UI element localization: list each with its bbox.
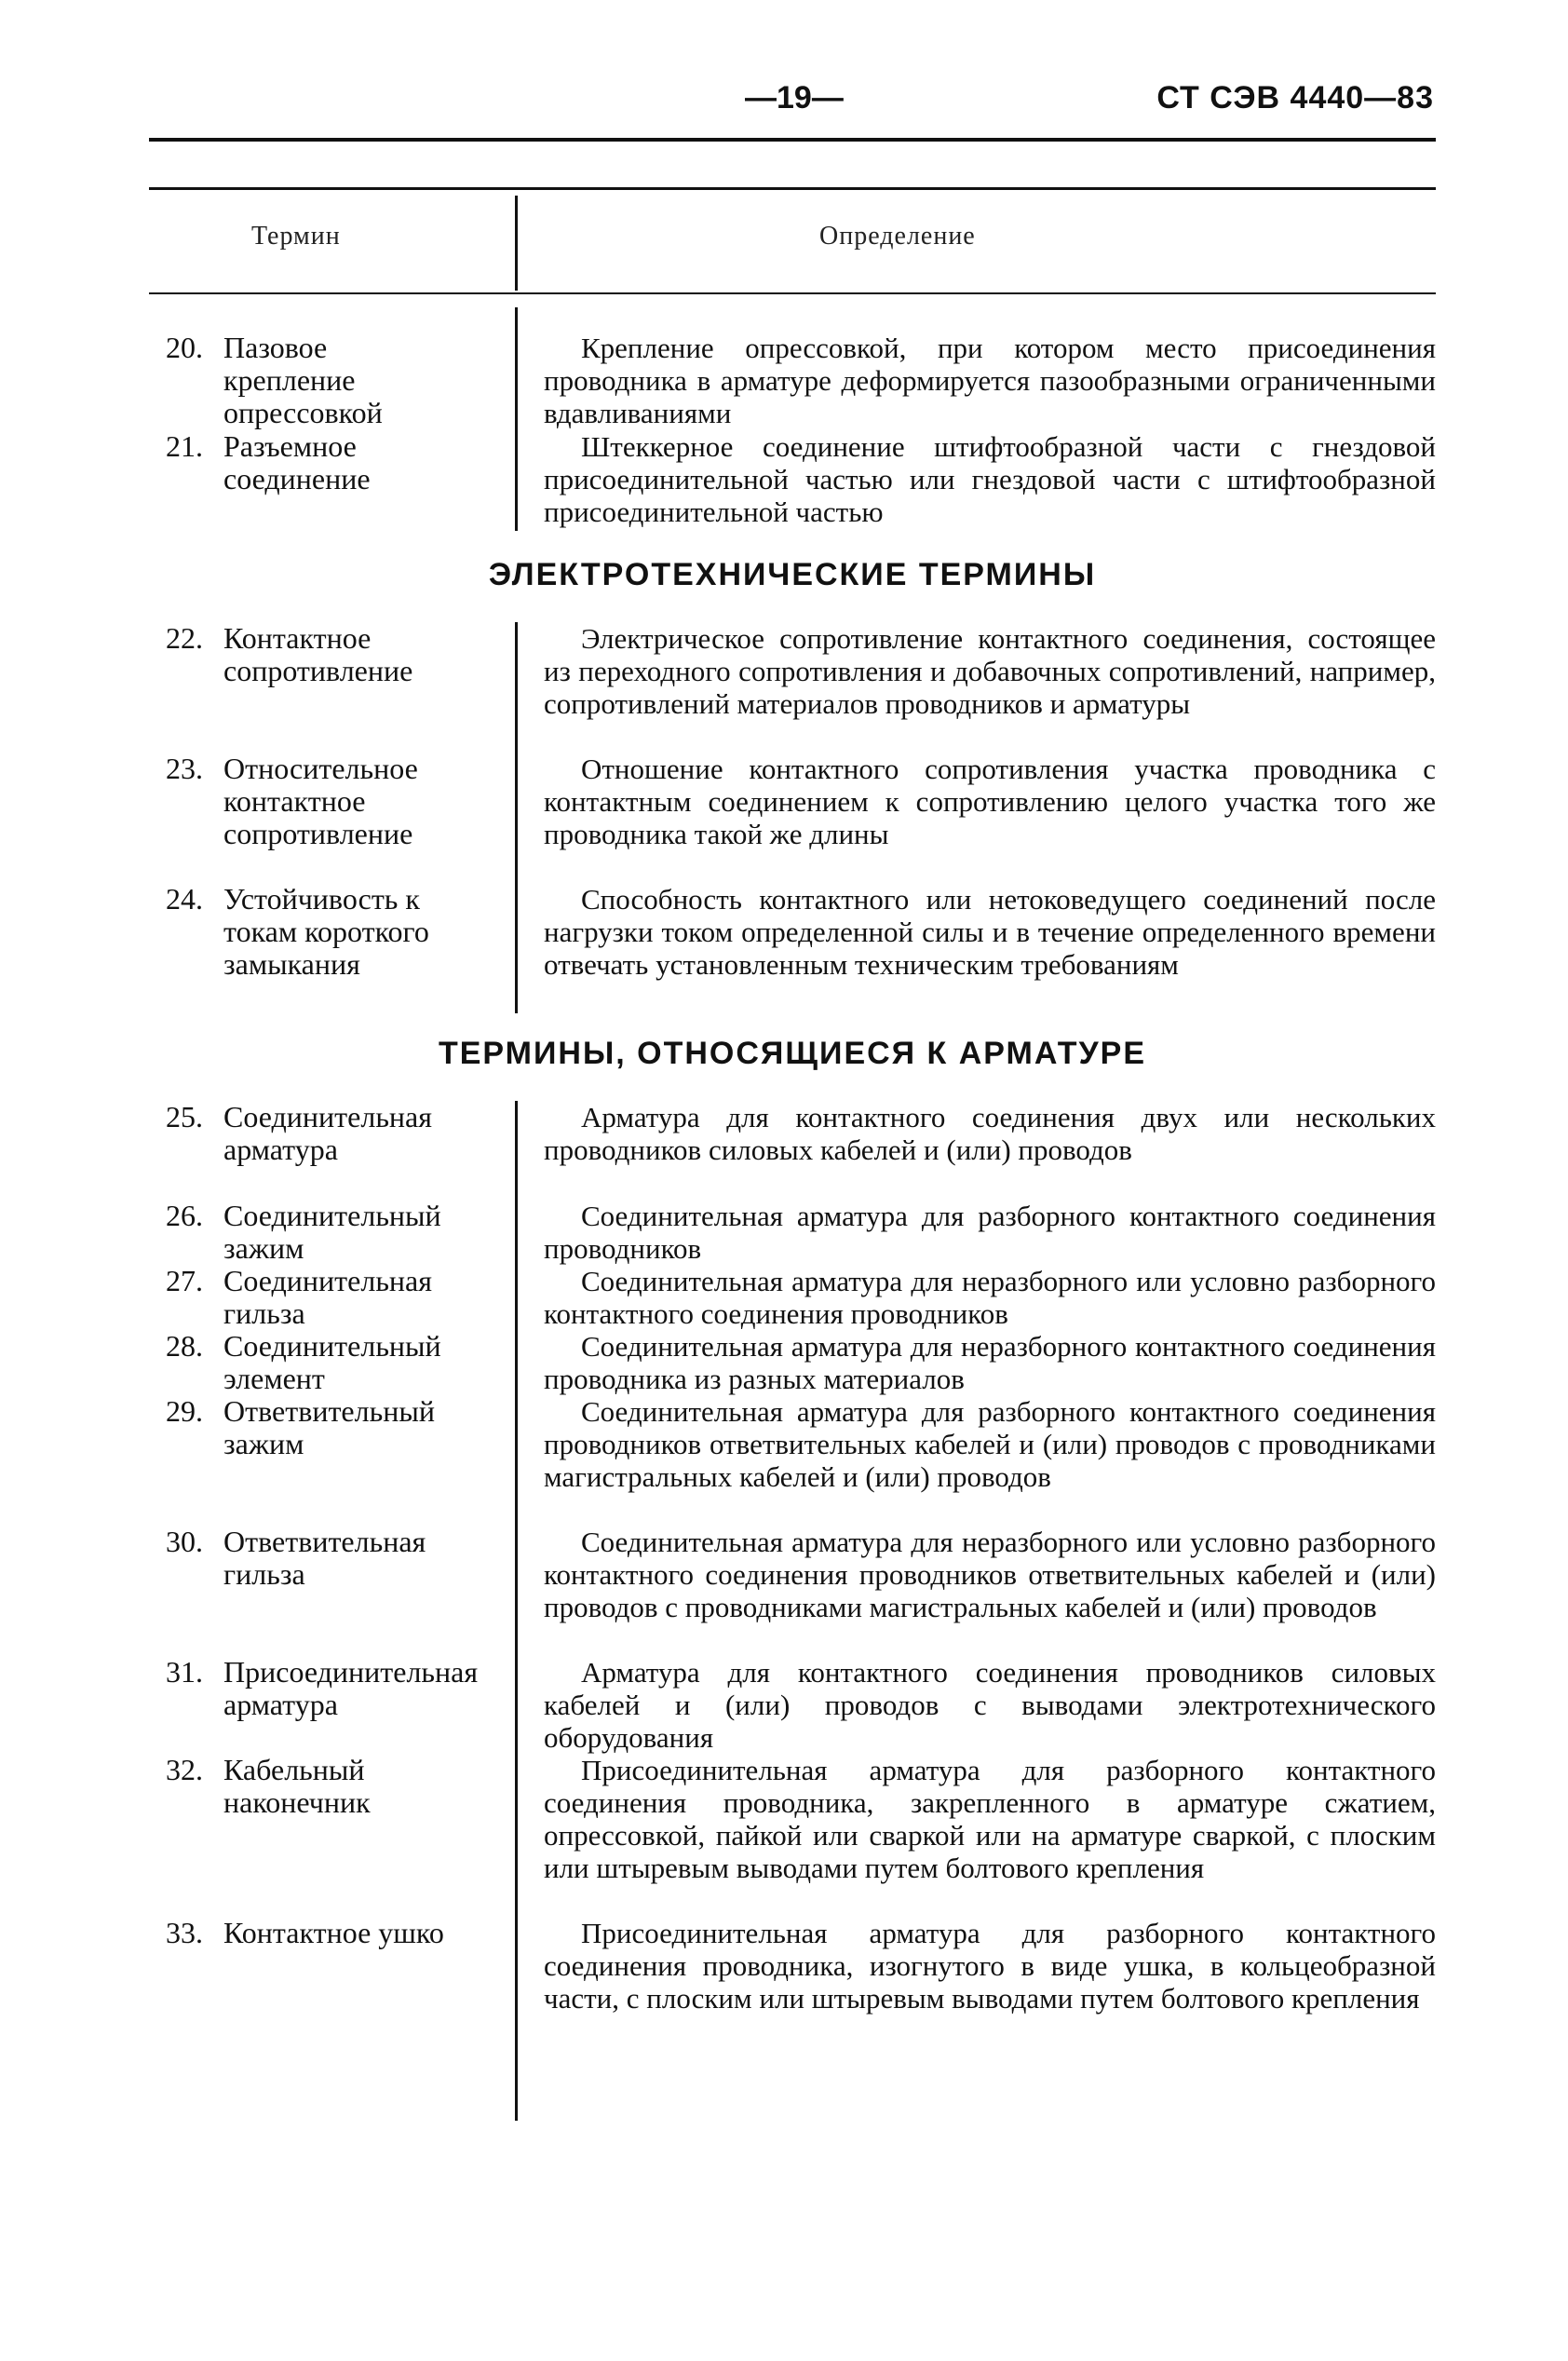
- term-number: 23.: [166, 752, 203, 785]
- term-name: Соединительная гильза: [223, 1264, 432, 1330]
- term-cell: [166, 1100, 464, 1166]
- term-number: 25.: [166, 1100, 203, 1133]
- section-title: ТЕРМИНЫ, ОТНОСЯЩИЕСЯ К АРМАТУРЕ: [438, 1036, 1146, 1071]
- term-name: Контактное сопротивление: [223, 621, 413, 687]
- term-number: 28.: [166, 1329, 203, 1363]
- term-cell: [166, 752, 464, 850]
- column-divider: [515, 622, 518, 1013]
- term-definition: Соединительная арматура для неразборного контактного соединения проводника из разных материалов: [544, 1330, 1436, 1395]
- column-header-term: Термин: [251, 222, 341, 251]
- term-cell: [166, 331, 464, 429]
- page-header: [149, 80, 1434, 136]
- term-number: 31.: [166, 1655, 203, 1689]
- term-definition: Отношение контактного сопротивления участка проводника с контактным соединением к сопротивлению целого участка того же проводника такой же длины: [544, 753, 1436, 850]
- term-number: 22.: [166, 621, 203, 655]
- term-cell: [166, 429, 464, 495]
- table-head-top-rule: [149, 187, 1436, 190]
- standard-code: СТ СЭВ 4440—83: [1156, 80, 1434, 115]
- term-number: 26.: [166, 1199, 203, 1232]
- term-cell: [166, 1394, 464, 1460]
- header-rule: [149, 138, 1436, 142]
- term-number: 32.: [166, 1753, 203, 1786]
- term-cell: [166, 1199, 464, 1265]
- term-cell: [166, 1264, 464, 1330]
- term-name: Ответвительная гильза: [223, 1525, 426, 1591]
- term-cell: [166, 1753, 464, 1819]
- term-name: Устойчивость к токам короткого замыкания: [223, 882, 429, 981]
- term-cell: [166, 1655, 479, 1721]
- column-divider: [515, 1101, 518, 2121]
- page-number: —19—: [745, 80, 844, 115]
- table-head-bottom-rule: [149, 292, 1436, 294]
- term-number: 30.: [166, 1525, 203, 1558]
- term-name: Присоединительная арматура: [223, 1655, 479, 1721]
- term-number: 33.: [166, 1916, 203, 1949]
- column-divider: [515, 307, 518, 531]
- column-divider: [515, 196, 518, 291]
- term-definition: Соединительная арматура для разборного контактного соединения проводников: [544, 1200, 1436, 1265]
- term-definition: Соединительная арматура для разборного контактного соединения проводников ответвительных кабелей и (или) проводов с проводниками магистральных кабелей и (или) проводов: [544, 1395, 1436, 1493]
- term-name: Пазовое крепление опрессовкой: [223, 331, 383, 429]
- term-definition: Соединительная арматура для неразборного или условно разборного контактного соединения проводников ответвительных кабелей и (или) проводов с проводниками магистральных кабелей и (или) проводов: [544, 1526, 1436, 1623]
- term-name: Относительное контактное сопротивление: [223, 752, 418, 850]
- term-number: 20.: [166, 331, 203, 364]
- term-name: Кабельный наконечник: [223, 1753, 371, 1819]
- term-name: Соединительный элемент: [223, 1329, 441, 1395]
- term-number: 21.: [166, 429, 203, 463]
- term-definition: Присоединительная арматура для разборного контактного соединения проводника, изогнутого в виде ушка, в кольцеобразной части, с плоским или штыревым выводами путем болтового крепления: [544, 1917, 1436, 2015]
- term-number: 24.: [166, 882, 203, 916]
- term-name: Соединительный зажим: [223, 1199, 441, 1265]
- section-title: ЭЛЕКТРОТЕХНИЧЕСКИЕ ТЕРМИНЫ: [488, 557, 1097, 592]
- term-number: 27.: [166, 1264, 203, 1297]
- term-definition: Крепление опрессовкой, при котором место присоединения проводника в арматуре деформируется пазообразными ограниченными вдавливаниями: [544, 332, 1436, 429]
- term-definition: Арматура для контактного соединения двух или нескольких проводников силовых кабелей и (или) проводов: [544, 1101, 1436, 1166]
- term-definition: Электрическое сопротивление контактного соединения, состоящее из переходного сопротивления и добавочных сопротивлений, например, сопротивлений материалов проводников и арматуры: [544, 622, 1436, 720]
- term-definition: Соединительная арматура для неразборного или условно разборного контактного соединения проводников: [544, 1265, 1436, 1330]
- term-cell: [166, 882, 464, 981]
- term-cell: [166, 1917, 464, 1949]
- term-name: Разъемное соединение: [223, 429, 371, 495]
- term-definition: Штеккерное соединение штифтообразной части с гнездовой присоединительной частью или гнездовой части с штифтообразной присоединительной частью: [544, 430, 1436, 528]
- term-cell: [166, 621, 464, 687]
- term-number: 29.: [166, 1394, 203, 1428]
- column-header-definition: Определение: [819, 222, 976, 251]
- term-name: Контактное ушко: [223, 1916, 444, 1949]
- term-definition: Арматура для контактного соединения проводников силовых кабелей и (или) проводов с выводами электротехнического оборудования: [544, 1656, 1436, 1754]
- term-cell: [166, 1329, 464, 1395]
- term-name: Ответвительный зажим: [223, 1394, 435, 1460]
- term-definition: Присоединительная арматура для разборного контактного соединения проводника, закрепленного в арматуре сжатием, опрессовкой, пайкой или сваркой или на арматуре сваркой, с плоским или штыревым выводами путем болтового крепления: [544, 1754, 1436, 1884]
- term-cell: [166, 1525, 464, 1591]
- term-name: Соединительная арматура: [223, 1100, 432, 1166]
- term-definition: Способность контактного или нетоковедущего соединений после нагрузки током определенной силы и в течение определенного времени отвечать установленным техническим требованиям: [544, 883, 1436, 981]
